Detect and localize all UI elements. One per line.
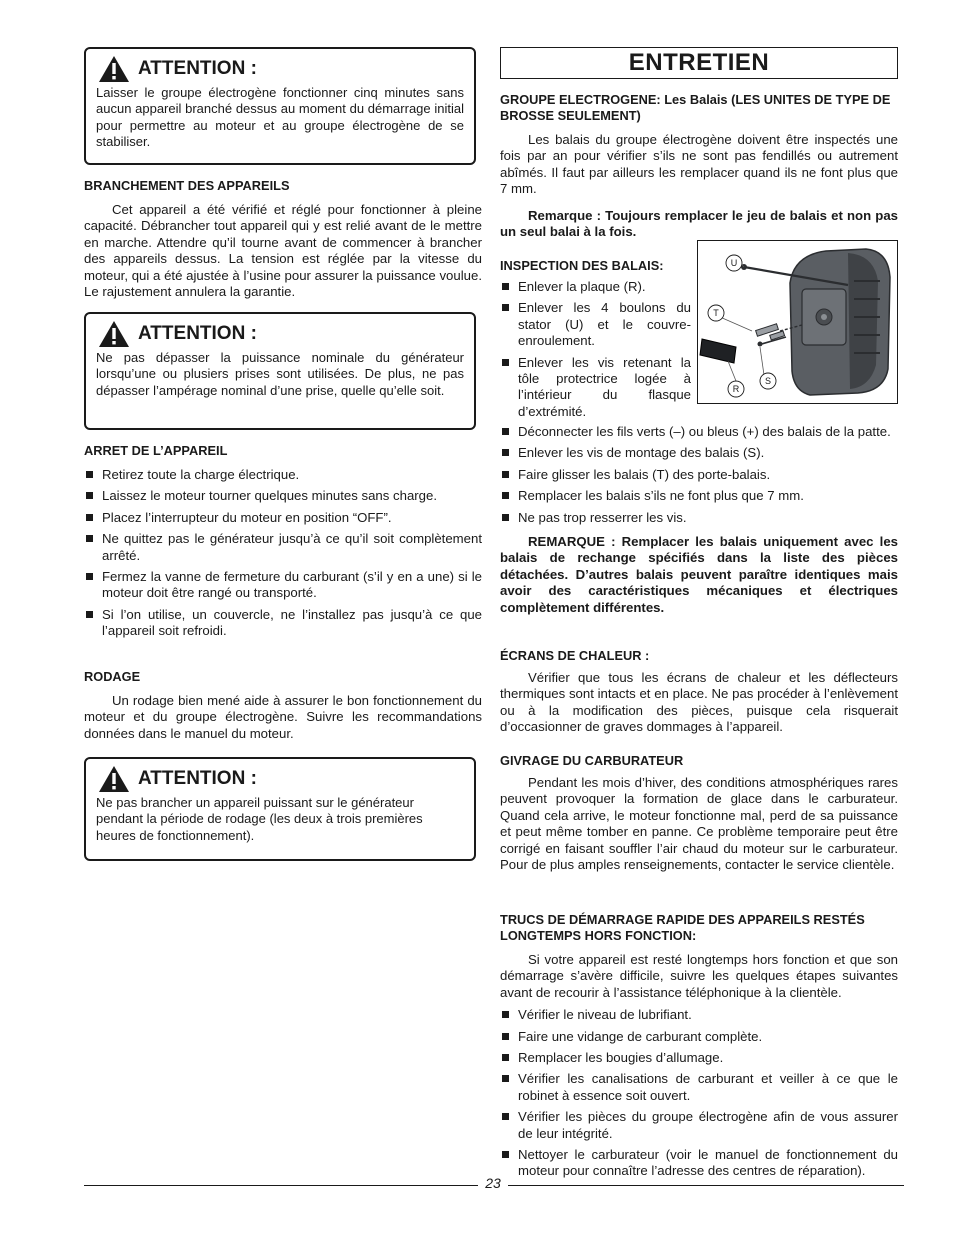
attention-title: ATTENTION :: [138, 58, 257, 79]
attention-header: [96, 765, 464, 793]
list-item: Nettoyer le carburateur (voir le manuel de fonctionnement du moteur pour connaître l’adresse des centres de réparation).: [500, 1147, 898, 1180]
attention-box-rodage: [84, 757, 476, 861]
list-item: Retirez toute la charge électrique.: [84, 467, 482, 483]
section-ecrans: [500, 648, 898, 736]
section-paragraph: Cet appareil a été vérifié et réglé pour fonctionner à pleine capacité. Débrancher tout appareil qui y est relié avant de le mettre en marche. Attendre qu’il tourne avant de commencer à brancher des appareils dessus. La tension est réglée par la vitesse du moteur, qui a été ajustée à l’usine pour assurer la puissance voulue. Le rajustement annulera la garantie.: [84, 202, 482, 300]
arret-list: [84, 467, 482, 640]
list-item: Remplacer les bougies d’allumage.: [500, 1050, 898, 1066]
warning-triangle-icon: [98, 765, 130, 793]
attention-text: Laisser le groupe électrogène fonctionner cinq minutes sans aucun appareil branché dessus au moment du démarrage initial pour permettre au moteur et au groupe électrogène de se stabiliser.: [96, 85, 464, 150]
attention-header: [96, 320, 464, 348]
attention-title: ATTENTION :: [138, 323, 257, 344]
list-item: Enlever les vis de montage des balais (S).: [500, 445, 898, 461]
warning-triangle-icon: [98, 320, 130, 348]
page-number: 23: [478, 1175, 508, 1191]
list-item: Déconnecter les fils verts (–) ou bleus (+) des balais de la patte.: [500, 424, 898, 440]
list-item: Si l’on utilise, un couvercle, ne l’installez pas jusqu’à ce que l’appareil soit refroidi.: [84, 607, 482, 640]
section-balais: [500, 92, 898, 240]
generator-exploded-diagram: [698, 241, 897, 403]
list-item: Vérifier les pièces du groupe électrogène afin de vous assurer de leur intégrité.: [500, 1109, 898, 1142]
section-heading: BRANCHEMENT DES APPAREILS: [84, 178, 290, 193]
inspection-list-wide: [500, 424, 898, 526]
brush-assembly-figure: [697, 240, 898, 404]
list-item: Remplacer les balais s’ils ne font plus que 7 mm.: [500, 488, 898, 504]
attention-text: Ne pas dépasser la puissance nominale du générateur lorsqu’une ou plusiers prises sont utilisées. De plus, ne pas dépasser l’ampérage nominal d’une prise, quelle qu’elle soit.: [96, 350, 464, 398]
attention-header: [96, 55, 464, 83]
trucs-list: [500, 1007, 898, 1180]
section-arret: [84, 443, 482, 645]
section-inspection-cont: [500, 424, 898, 616]
list-item: Vérifier le niveau de lubrifiant.: [500, 1007, 898, 1023]
section-paragraph: Pendant les mois d’hiver, des conditions atmosphériques rares peuvent provoquer la formation de glace dans le carburateur. Quand cela arrive, le moteur fonctionne mal, perd de sa puissance et peut même tomber en panne. Ce problème temporaire peut être corrigé en faisant souffler l’air chaud du moteur sur le carburateur. Pour de plus amples renseignements, contacter le service clientèle.: [500, 775, 898, 873]
entretien-banner: [500, 47, 898, 79]
section-paragraph: Vérifier que tous les écrans de chaleur et les déflecteurs thermiques sont intacts et en place. Ne pas procéder à l’enlèvement ou à la modification des pièces, puisque cela risquerait d’occasionner de graves dommages à l’appareil.: [500, 670, 898, 735]
list-item: Ne pas trop resserrer les vis.: [500, 510, 898, 526]
list-item: Enlever les vis retenant la tôle protectrice logée à l’intérieur du flasque d’extrémité.: [500, 355, 691, 421]
list-item: Laissez le moteur tourner quelques minutes sans charge.: [84, 488, 482, 504]
section-trucs: [500, 912, 898, 1185]
callout-r: R: [732, 384, 740, 394]
section-heading: ARRET DE L’APPAREIL: [84, 443, 228, 458]
section-heading: RODAGE: [84, 669, 141, 684]
attention-title: ATTENTION :: [138, 768, 257, 789]
list-item: Faire glisser les balais (T) des porte-balais.: [500, 467, 898, 483]
list-item: Fermez la vanne de fermeture du carburant (s’il y en a une) si le moteur doit être rangé ou transporté.: [84, 569, 482, 602]
list-item: Enlever les 4 boulons du stator (U) et le couvre-enroulement.: [500, 300, 691, 349]
remarque-note: Remarque : Toujours remplacer le jeu de balais et non pas un seul balai à la fois.: [500, 207, 898, 240]
list-item: Placez l’interrupteur du moteur en position “OFF”.: [84, 510, 482, 526]
list-item: Ne quittez pas le générateur jusqu’à ce qu’il soit complètement arrêté.: [84, 531, 482, 564]
list-item: Faire une vidange de carburant complète.: [500, 1029, 898, 1045]
footer-rule-right: [508, 1185, 904, 1186]
footer-rule-left: [84, 1185, 478, 1186]
section-heading: TRUCS DE DÉMARRAGE RAPIDE DES APPAREILS RESTÉS LONGTEMPS HORS FONCTION:: [500, 912, 865, 943]
remarque-note: REMARQUE : Remplacer les balais uniquement avec les balais de rechange spécifiés dans la liste des pièces détachées. D’autres balais peuvent paraître identiques mais avoir des caractéristiques mécaniques et électriques complètement différentes.: [500, 534, 898, 615]
callout-u: U: [730, 258, 738, 268]
section-paragraph: Si votre appareil est resté longtemps hors fonction et que son démarrage s’avère difficile, suivre les quelques étapes suivantes avant de recourir à l’assistance téléphonique à la clientèle.: [500, 952, 898, 1000]
section-givrage: [500, 753, 898, 873]
section-heading: INSPECTION DES BALAIS:: [500, 258, 664, 273]
attention-box-power: [84, 312, 476, 430]
list-item: Vérifier les canalisations de carburant et veiller à ce que le robinet à essence soit ouvert.: [500, 1071, 898, 1104]
section-heading: GIVRAGE DU CARBURATEUR: [500, 753, 684, 768]
section-heading: GROUPE ELECTROGENE: Les Balais (LES UNITES DE TYPE DE BROSSE SEULEMENT): [500, 92, 891, 123]
section-branchement: [84, 178, 482, 300]
attention-box-startup: [84, 47, 476, 165]
callout-s: S: [764, 376, 772, 386]
banner-title: ENTRETIEN: [628, 49, 770, 76]
section-paragraph: Les balais du groupe électrogène doivent être inspectés une fois par an pour vérifier s’ils ne sont pas fendillés ou autrement abîmés. Il faut par ailleurs les remplacer quand ils ne font plus que 7 mm.: [500, 132, 898, 197]
section-paragraph: Un rodage bien mené aide à assurer le bon fonctionnement du moteur et du groupe électrogène. Suivre les recommandations données dans le manuel du moteur.: [84, 693, 482, 741]
section-rodage: [84, 669, 482, 742]
list-item: Enlever la plaque (R).: [500, 279, 691, 295]
inspection-list-narrow: [500, 279, 691, 420]
section-inspection: [500, 258, 691, 425]
section-heading: ÉCRANS DE CHALEUR :: [500, 648, 650, 663]
attention-text: Ne pas brancher un appareil puissant sur le générateur pendant la période de rodage (les deux à trois premières heures de fonctionnement).: [96, 795, 423, 843]
callout-t: T: [713, 308, 719, 318]
warning-triangle-icon: [98, 55, 130, 83]
